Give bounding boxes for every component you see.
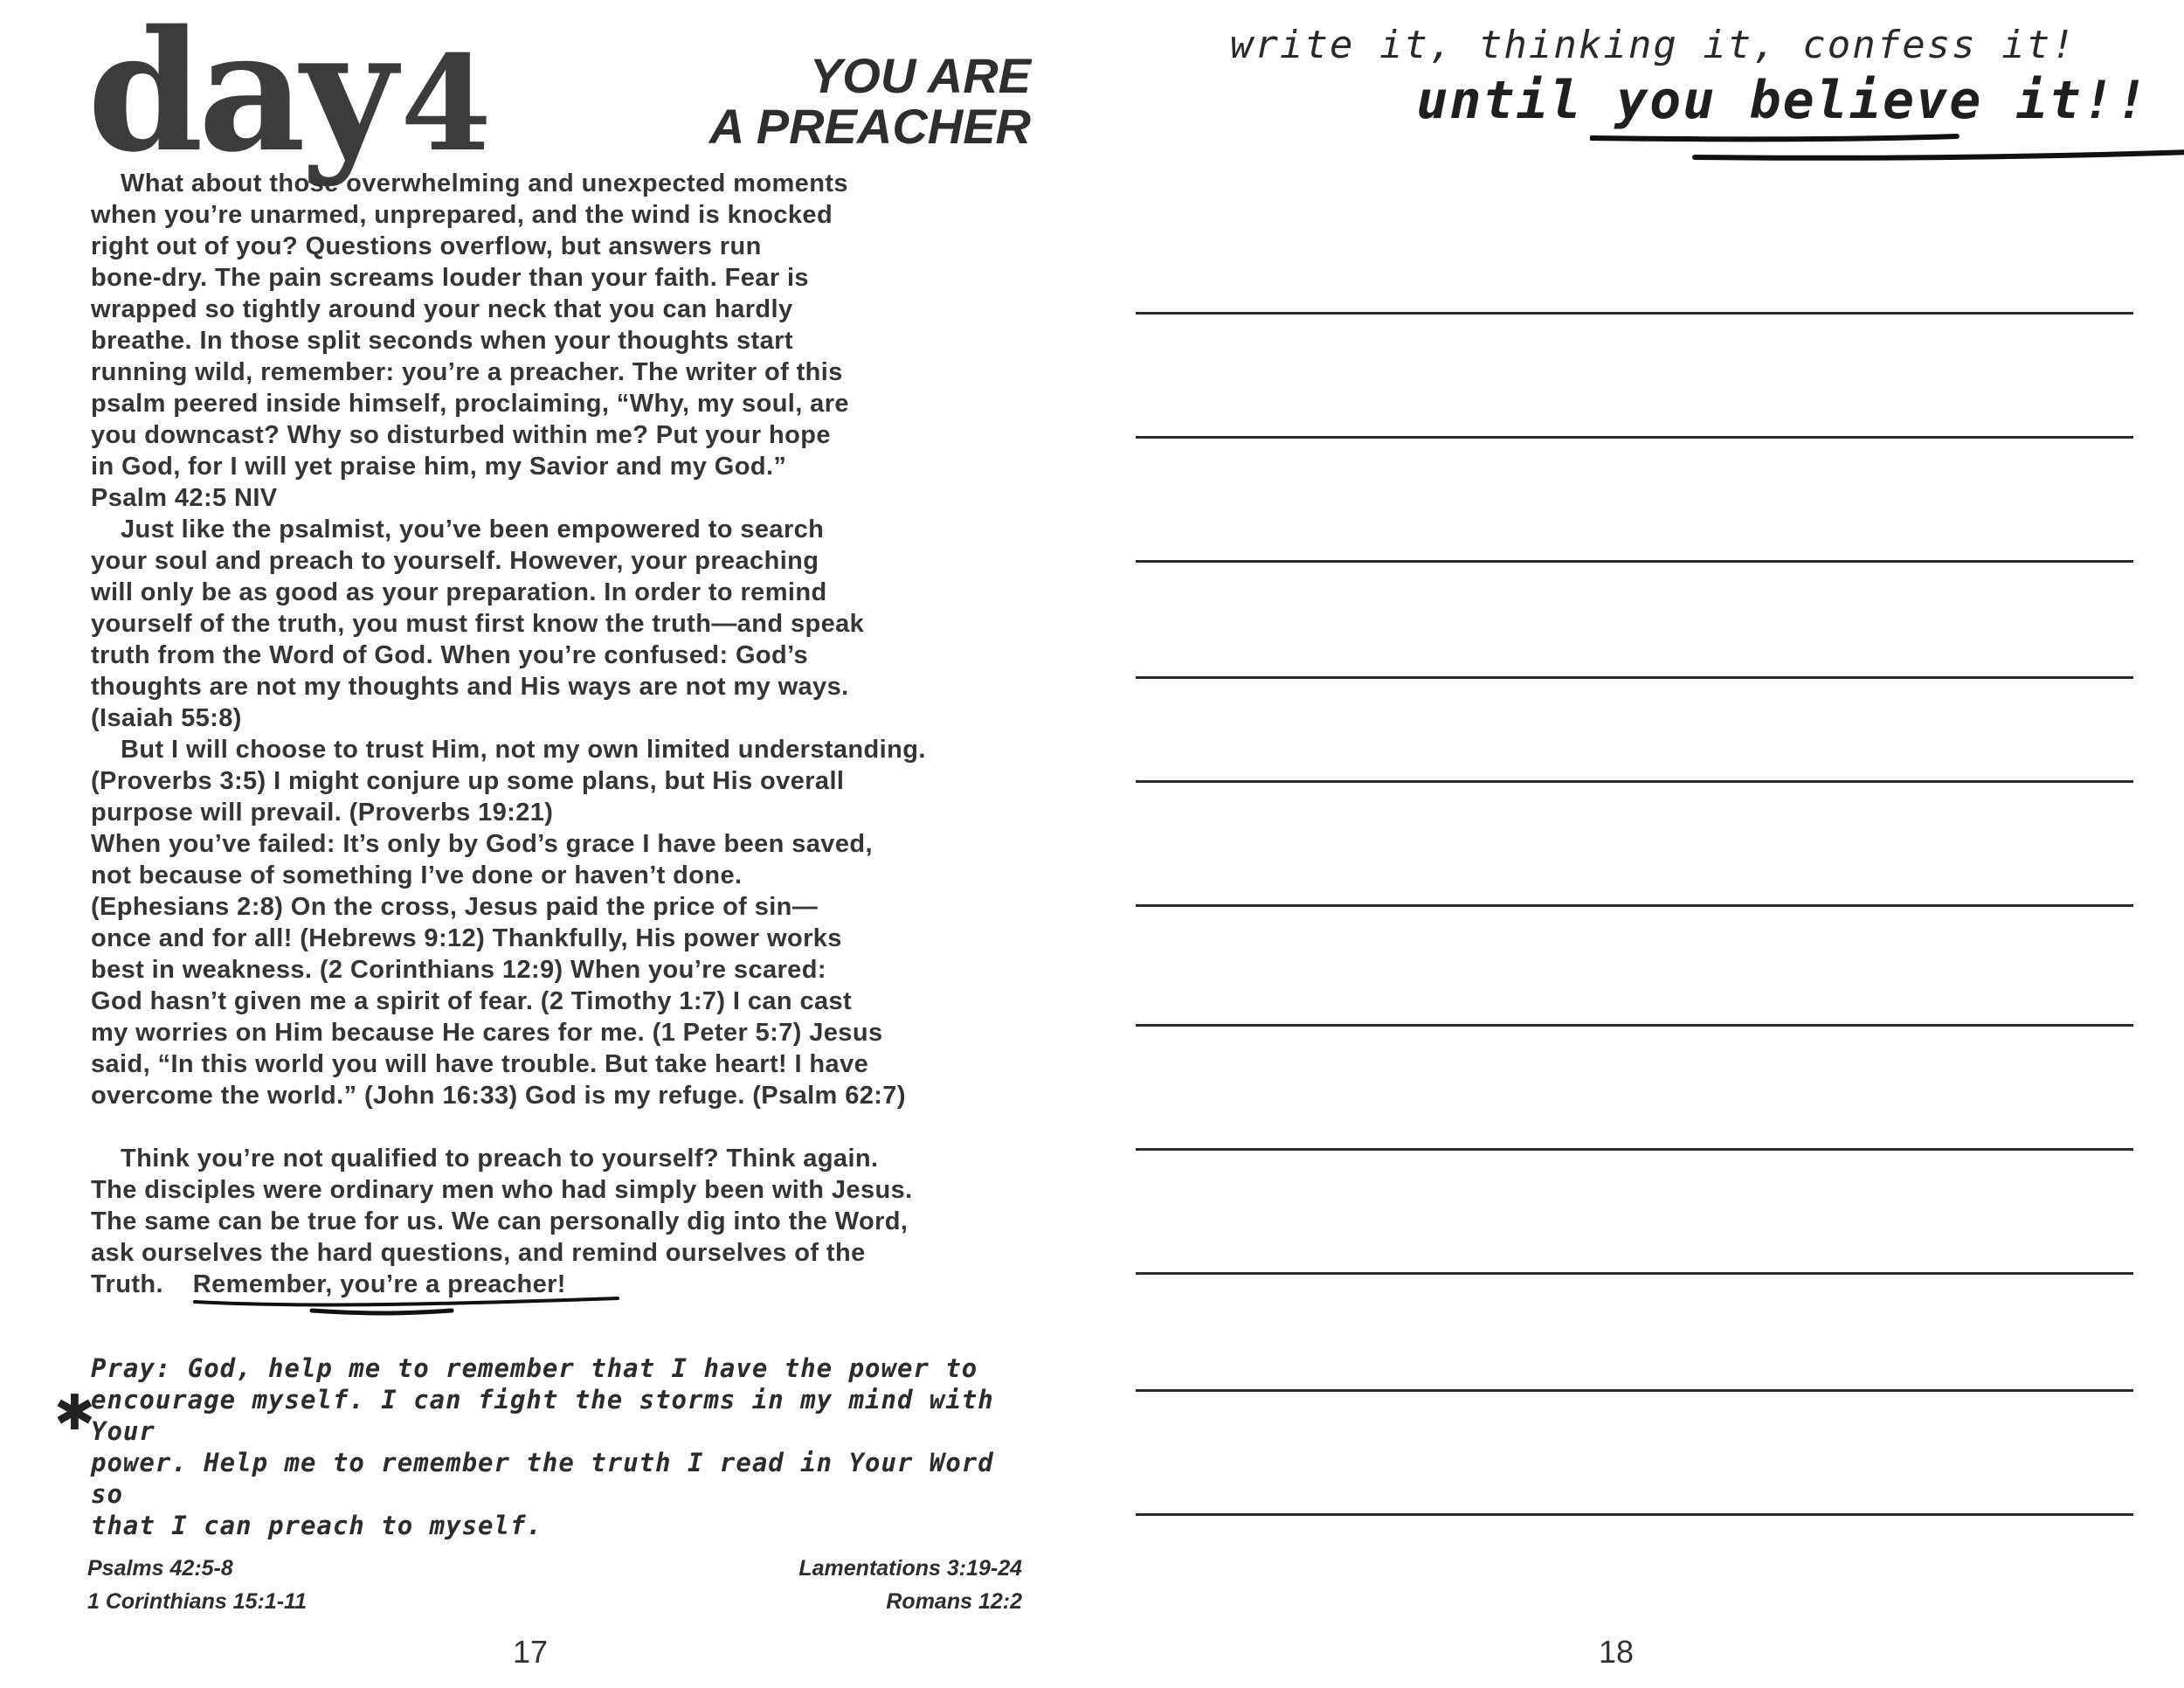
- body-line: God hasn’t given me a spirit of fear. (2 Timothy 1:7) I can cast: [91, 987, 853, 1015]
- scripture-ref: Romans 12:2: [886, 1589, 1022, 1614]
- day-word: day: [87, 0, 392, 189]
- prayer-line: power. Help me to remember the truth I read in Your Word so: [91, 1448, 994, 1509]
- body-line: Psalm 42:5 NIV: [91, 484, 278, 512]
- body-line: The same can be true for us. We can personally dig into the Word,: [91, 1207, 909, 1235]
- body-line: ask ourselves the hard questions, and remind ourselves of the: [91, 1239, 866, 1267]
- body-line: will only be as good as your preparation. In order to remind: [91, 578, 827, 606]
- body-line: bone-dry. The pain screams louder than your faith. Fear is: [91, 264, 809, 292]
- body-line: truth from the Word of God. When you’re confused: God’s: [91, 641, 809, 669]
- asterisk-icon: ✱: [54, 1385, 95, 1442]
- body-line: best in weakness. (2 Corinthians 12:9) When you’re scared:: [91, 956, 826, 984]
- day-number: 4: [400, 27, 492, 181]
- body-line: once and for all! (Hebrews 9:12) Thankfully, His power works: [91, 924, 842, 952]
- prayer-line: Pray: God, help me to remember that I have the power to: [91, 1353, 978, 1383]
- right-page: [1092, 0, 2184, 1688]
- body-line: Just like the psalmist, you’ve been empowered to search: [121, 515, 825, 543]
- page-number-left: 17: [513, 1634, 549, 1670]
- journal-writing-area[interactable]: [1136, 0, 2140, 1688]
- body-line: But I will choose to trust Him, not my own limited understanding.: [121, 736, 926, 764]
- body-line: wrapped so tightly around your neck that you can hardly: [91, 295, 793, 323]
- paragraph-gap: [91, 1111, 1069, 1143]
- body-line: (Isaiah 55:8): [91, 704, 242, 732]
- body-line: The disciples were ordinary men who had simply been with Jesus.: [91, 1176, 913, 1204]
- body-line: When you’ve failed: It’s only by God’s grace I have been saved,: [91, 830, 873, 858]
- writing-line: [1136, 780, 2133, 783]
- body-line: overcome the world.” (John 16:33) God is my refuge. (Psalm 62:7): [91, 1082, 906, 1110]
- writing-line: [1136, 436, 2133, 439]
- prayer-line: encourage myself. I can fight the storms in my mind with Your: [91, 1385, 994, 1446]
- writing-line: [1136, 312, 2133, 315]
- writing-line: [1136, 676, 2133, 679]
- closing-start: Truth.: [91, 1270, 163, 1298]
- heading-line-1: YOU ARE: [809, 48, 1031, 103]
- body-line: running wild, remember: you’re a preacher. The writer of this: [91, 358, 843, 386]
- writing-line: [1136, 560, 2133, 563]
- page-number-right: 18: [1599, 1634, 1635, 1670]
- scripture-refs-right: [798, 1552, 1022, 1618]
- closing-underlined-wrap: [193, 1269, 566, 1300]
- body-line: when you’re unarmed, unprepared, and the wind is knocked: [91, 201, 833, 229]
- writing-line: [1136, 1389, 2133, 1392]
- body-line: in God, for I will yet praise him, my Savior and my God.”: [91, 453, 787, 481]
- closing-underlined: Remember, you’re a preacher!: [192, 1270, 566, 1298]
- devotional-heading: [594, 48, 1031, 154]
- body-line: purpose will prevail. (Proverbs 19:21): [91, 799, 554, 827]
- body-line: What about those overwhelming and unexpected moments: [121, 169, 848, 197]
- prayer-text: [91, 1352, 1034, 1541]
- body-line: right out of you? Questions overflow, but answers run: [91, 232, 762, 260]
- day-title: [87, 0, 492, 189]
- scripture-refs-left: [87, 1552, 307, 1618]
- journal-prompt-line-2: until you believe it!!: [1416, 70, 2149, 131]
- body-line: said, “In this world you will have trouble. But take heart! I have: [91, 1050, 869, 1078]
- scripture-ref: Lamentations 3:19-24: [798, 1556, 1022, 1581]
- body-line: not because of something I’ve done or haven’t done.: [91, 861, 743, 889]
- body-line: your soul and preach to yourself. However, your preaching: [91, 547, 819, 575]
- body-line: you downcast? Why so disturbed within me? Put your hope: [91, 421, 831, 449]
- body-line: thoughts are not my thoughts and His ways are not my ways.: [91, 673, 849, 701]
- devotional-body: [91, 168, 1069, 1300]
- body-line: breathe. In those split seconds when your thoughts start: [91, 327, 793, 355]
- body-line: (Proverbs 3:5) I might conjure up some plans, but His overall: [91, 767, 845, 795]
- underline-scribble: [190, 1293, 626, 1319]
- body-line: (Ephesians 2:8) On the cross, Jesus paid the price of sin—: [91, 893, 819, 921]
- heading-line-2: A PREACHER: [708, 99, 1031, 154]
- body-line: my worries on Him because He cares for me. (1 Peter 5:7) Jesus: [91, 1019, 883, 1047]
- body-line: Think you’re not qualified to preach to yourself? Think again.: [121, 1145, 879, 1173]
- writing-line: [1136, 1272, 2133, 1275]
- writing-line: [1136, 1024, 2133, 1027]
- prayer-line: that I can preach to myself.: [91, 1511, 543, 1540]
- scripture-ref: 1 Corinthians 15:1-11: [87, 1589, 308, 1614]
- scripture-ref: Psalms 42:5-8: [87, 1556, 233, 1581]
- closing-line: [91, 1269, 1069, 1300]
- writing-line: [1136, 904, 2133, 907]
- journal-prompt-line-1: write it, thinking it, confess it!: [1230, 23, 2077, 67]
- body-line: yourself of the truth, you must first know the truth—and speak: [91, 610, 865, 638]
- writing-line: [1136, 1148, 2133, 1151]
- writing-line: [1136, 1513, 2133, 1516]
- body-line: psalm peered inside himself, proclaiming, “Why, my soul, are: [91, 390, 849, 418]
